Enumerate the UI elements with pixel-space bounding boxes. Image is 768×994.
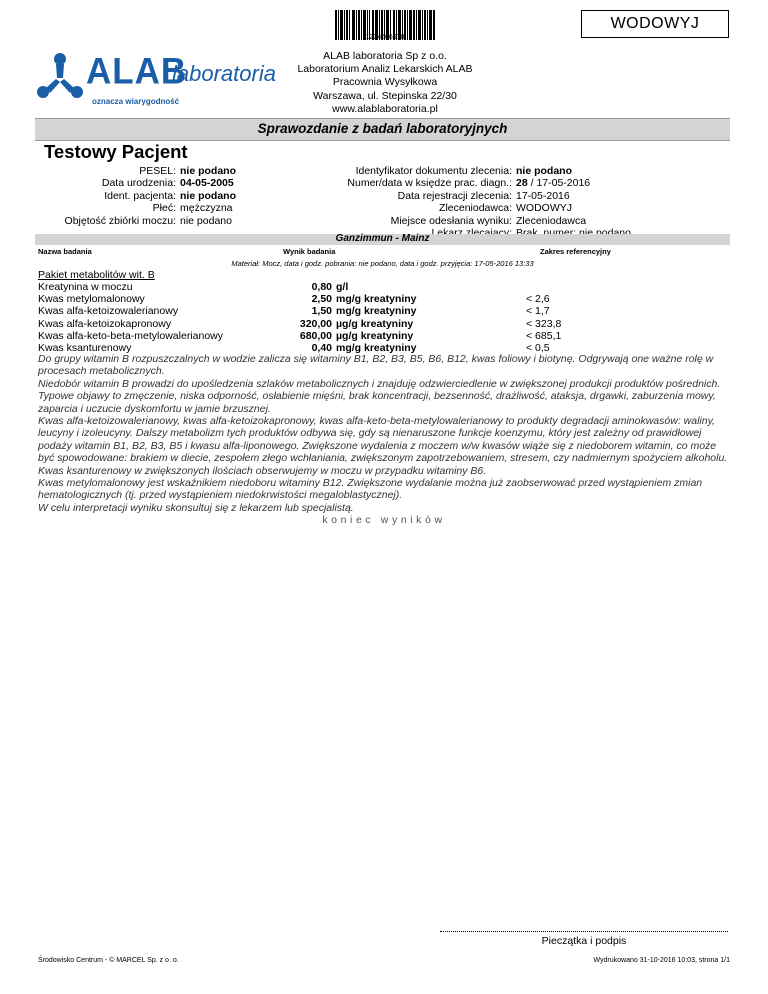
result-reference: < 0,5 bbox=[526, 342, 550, 354]
result-value: 680,00 bbox=[299, 329, 332, 342]
result-reference: < 1,7 bbox=[526, 305, 550, 318]
end-of-results: koniec wyników bbox=[322, 514, 446, 526]
value-book-date: / 17-05-2016 bbox=[527, 177, 591, 190]
value-sex: mężczyzna bbox=[180, 202, 233, 215]
value-registration-date: 17-05-2016 bbox=[516, 189, 570, 202]
label-registration-date: Data rejestracji zlecenia: bbox=[397, 189, 512, 202]
comment-paragraph: W celu interpretacji wyniku skonsultuj się z lekarzem lub specjalistą. bbox=[38, 501, 354, 514]
result-value: 2,50 bbox=[311, 293, 332, 306]
lab-group-name: Ganzimmun - Mainz bbox=[335, 233, 430, 244]
result-row bbox=[0, 330, 768, 342]
order-labels bbox=[300, 165, 512, 239]
result-row bbox=[0, 318, 768, 330]
lab-address-line: ALAB laboratoria Sp z o.o. bbox=[323, 50, 447, 62]
value-birth-date: 04-05-2005 bbox=[180, 177, 234, 190]
label-urine-volume: Objętość zbiórki moczu: bbox=[64, 214, 176, 227]
patient-name: Testowy Pacjent bbox=[44, 141, 188, 162]
result-value: 0,40 bbox=[311, 342, 332, 354]
logo-subtitle: laboratoria bbox=[172, 61, 276, 86]
result-value: 0,80 bbox=[311, 281, 332, 293]
label-order-id: Identyfikator dokumentu zlecenia: bbox=[355, 165, 512, 177]
value-ordering-party: WODOWYJ bbox=[516, 202, 572, 215]
comment-paragraph: Kwas metylomalonowy jest wskaźnikiem niedoboru witaminy B12. Zwiększone wydalanie można już zaobserwować przed wystąpieniem zmian hematologicznych (tj. przed wystąpieniem niedokrwistości megaloblastycznej). bbox=[38, 477, 703, 502]
lab-address-line: Laboratorium Analiz Lekarskich ALAB bbox=[297, 63, 473, 76]
label-book-number: Numer/data w księdze prac. diagn.: bbox=[347, 177, 512, 190]
footer-print-info: Wydrukowano 31-10-2016 10:03, strona 1/1 bbox=[593, 957, 730, 964]
logo-tagline: oznacza wiarygodność bbox=[92, 97, 180, 106]
result-reference: < 2,6 bbox=[526, 293, 550, 306]
alab-logo-icon bbox=[36, 52, 84, 104]
result-unit: mg/g kreatyniny bbox=[336, 293, 417, 306]
label-sex: Płeć: bbox=[152, 202, 176, 215]
client-code-stamp: WODOWYJ bbox=[581, 10, 729, 38]
value-book-number: 28 bbox=[516, 177, 528, 190]
lab-address bbox=[280, 50, 490, 116]
result-name: Kreatynina w moczu bbox=[38, 281, 133, 293]
result-unit: µg/g kreatyniny bbox=[336, 329, 414, 342]
patient-labels bbox=[40, 165, 176, 227]
result-value: 1,50 bbox=[311, 305, 332, 318]
interpretation-comment bbox=[38, 353, 730, 514]
footer-software: Środowisko Centrum - © MARCEL Sp. z o. o. bbox=[38, 957, 179, 964]
value-order-id: nie podano bbox=[516, 165, 572, 177]
signature-line bbox=[440, 931, 728, 932]
result-name: Kwas alfa-ketoizokapronowy bbox=[38, 317, 172, 330]
comment-paragraph: Kwas ksanturenowy w zwiększonych ilościach obserwujemy w moczu w przypadku witaminy B6. bbox=[38, 464, 487, 477]
order-values bbox=[516, 165, 634, 239]
value-return-place: Zleceniodawca bbox=[516, 214, 587, 227]
result-reference: < 323,8 bbox=[526, 317, 562, 330]
label-ordering-party: Zleceniodawca: bbox=[439, 202, 512, 215]
logo-brand: ALAB bbox=[86, 51, 188, 92]
patient-values bbox=[180, 165, 236, 227]
comment-paragraph: Do grupy witamin B rozpuszczalnych w wodzie zalicza się witaminy B1, B2, B3, B5, B6, B12, kwas foliowy i biotynę. Odgrywają one ważne rolę w procesach metabolicznych. bbox=[38, 353, 714, 378]
comment-paragraph: Kwas alfa-ketoizowalerianowy, kwas alfa-ketoizokapronowy, kwas alfa-keto-beta-metylowalerianowy to produkty degradacji aminokwasów: waliny, leucyny i izoleucyny. Dalszy metabolizm tych produktów odbywa się, gdy są nienaruszone funkcje koenzymu, który jest zależny od prawidłowej podaży witamin B1, B2, B3, B5 i kwasu alfa-liponowego. Zwiększone wydalenia z moczem w/w kwasów wiąże się z niedoborem witamin, co może być spowodowane: brakiem w diecie, zespołem złego wchłaniania, zwiększonym zapotrzebowaniem, stresem, czy nadmiernym spożyciem alkoholu. bbox=[38, 415, 728, 465]
result-unit: mg/g kreatyniny bbox=[336, 342, 417, 354]
result-row bbox=[0, 281, 768, 293]
value-pesel: nie podano bbox=[180, 165, 236, 177]
lab-address-line: Warszawa, ul. Stepinska 22/30 bbox=[313, 89, 457, 102]
barcode-number: 1234566678 bbox=[365, 34, 405, 41]
value-patient-id: nie podano bbox=[180, 189, 236, 202]
result-name: Kwas alfa-keto-beta-metylowalerianowy bbox=[38, 329, 223, 342]
result-name: Kwas metylomalonowy bbox=[38, 293, 145, 306]
label-return-place: Miejsce odesłania wyniku: bbox=[390, 214, 512, 227]
signature-label: Pieczątka i podpis bbox=[541, 935, 627, 947]
lab-website: www.alablaboratoria.pl bbox=[332, 102, 438, 115]
label-pesel: PESEL: bbox=[139, 165, 176, 177]
result-reference: < 685,1 bbox=[526, 329, 562, 342]
report-title: Sprawozdanie z badań laboratoryjnych bbox=[257, 121, 508, 136]
result-row bbox=[0, 305, 768, 317]
label-patient-id: Ident. pacjenta: bbox=[104, 189, 176, 202]
result-name: Kwas alfa-ketoizowalerianowy bbox=[38, 305, 179, 318]
result-row bbox=[0, 293, 768, 305]
column-header-name: Nazwa badania bbox=[38, 247, 92, 256]
test-package-name: Pakiet metabolitów wit. B bbox=[38, 269, 155, 281]
material-info: Materiał: Mocz, data i godz. pobrania: nie podano, data i godz. przyjęcia: 17-05-2016 13:33 bbox=[231, 259, 534, 268]
result-value: 320,00 bbox=[299, 317, 332, 330]
column-header-reference: Zakres referencyjny bbox=[540, 247, 611, 256]
value-book-number-row bbox=[516, 177, 634, 189]
result-unit: µg/g kreatyniny bbox=[336, 317, 414, 330]
result-name: Kwas ksanturenowy bbox=[38, 342, 132, 354]
lab-address-line: Pracownia Wysyłkowa bbox=[332, 76, 438, 89]
comment-paragraph: Niedobór witamin B prowadzi do upośledzenia szlaków metabolicznych i znajduję odzwierciedlenie w zwiększonej produkcji produktów pośrednich. Typowe objawy to zmęczenie, niska odporność, osłabienie mięśni, brak koncentracji, bezsenność, drażliwość, ataksja, drgawki, zaburzenia mowy, zaparcia i uczucie dyskomfortu w jamie brzusznej. bbox=[38, 377, 721, 415]
result-unit: mg/g kreatyniny bbox=[336, 305, 417, 318]
value-urine-volume: nie podano bbox=[180, 214, 232, 227]
result-unit: g/l bbox=[336, 281, 349, 293]
label-birth-date: Data urodzenia: bbox=[101, 177, 176, 190]
column-header-result: Wynik badania bbox=[283, 247, 336, 256]
